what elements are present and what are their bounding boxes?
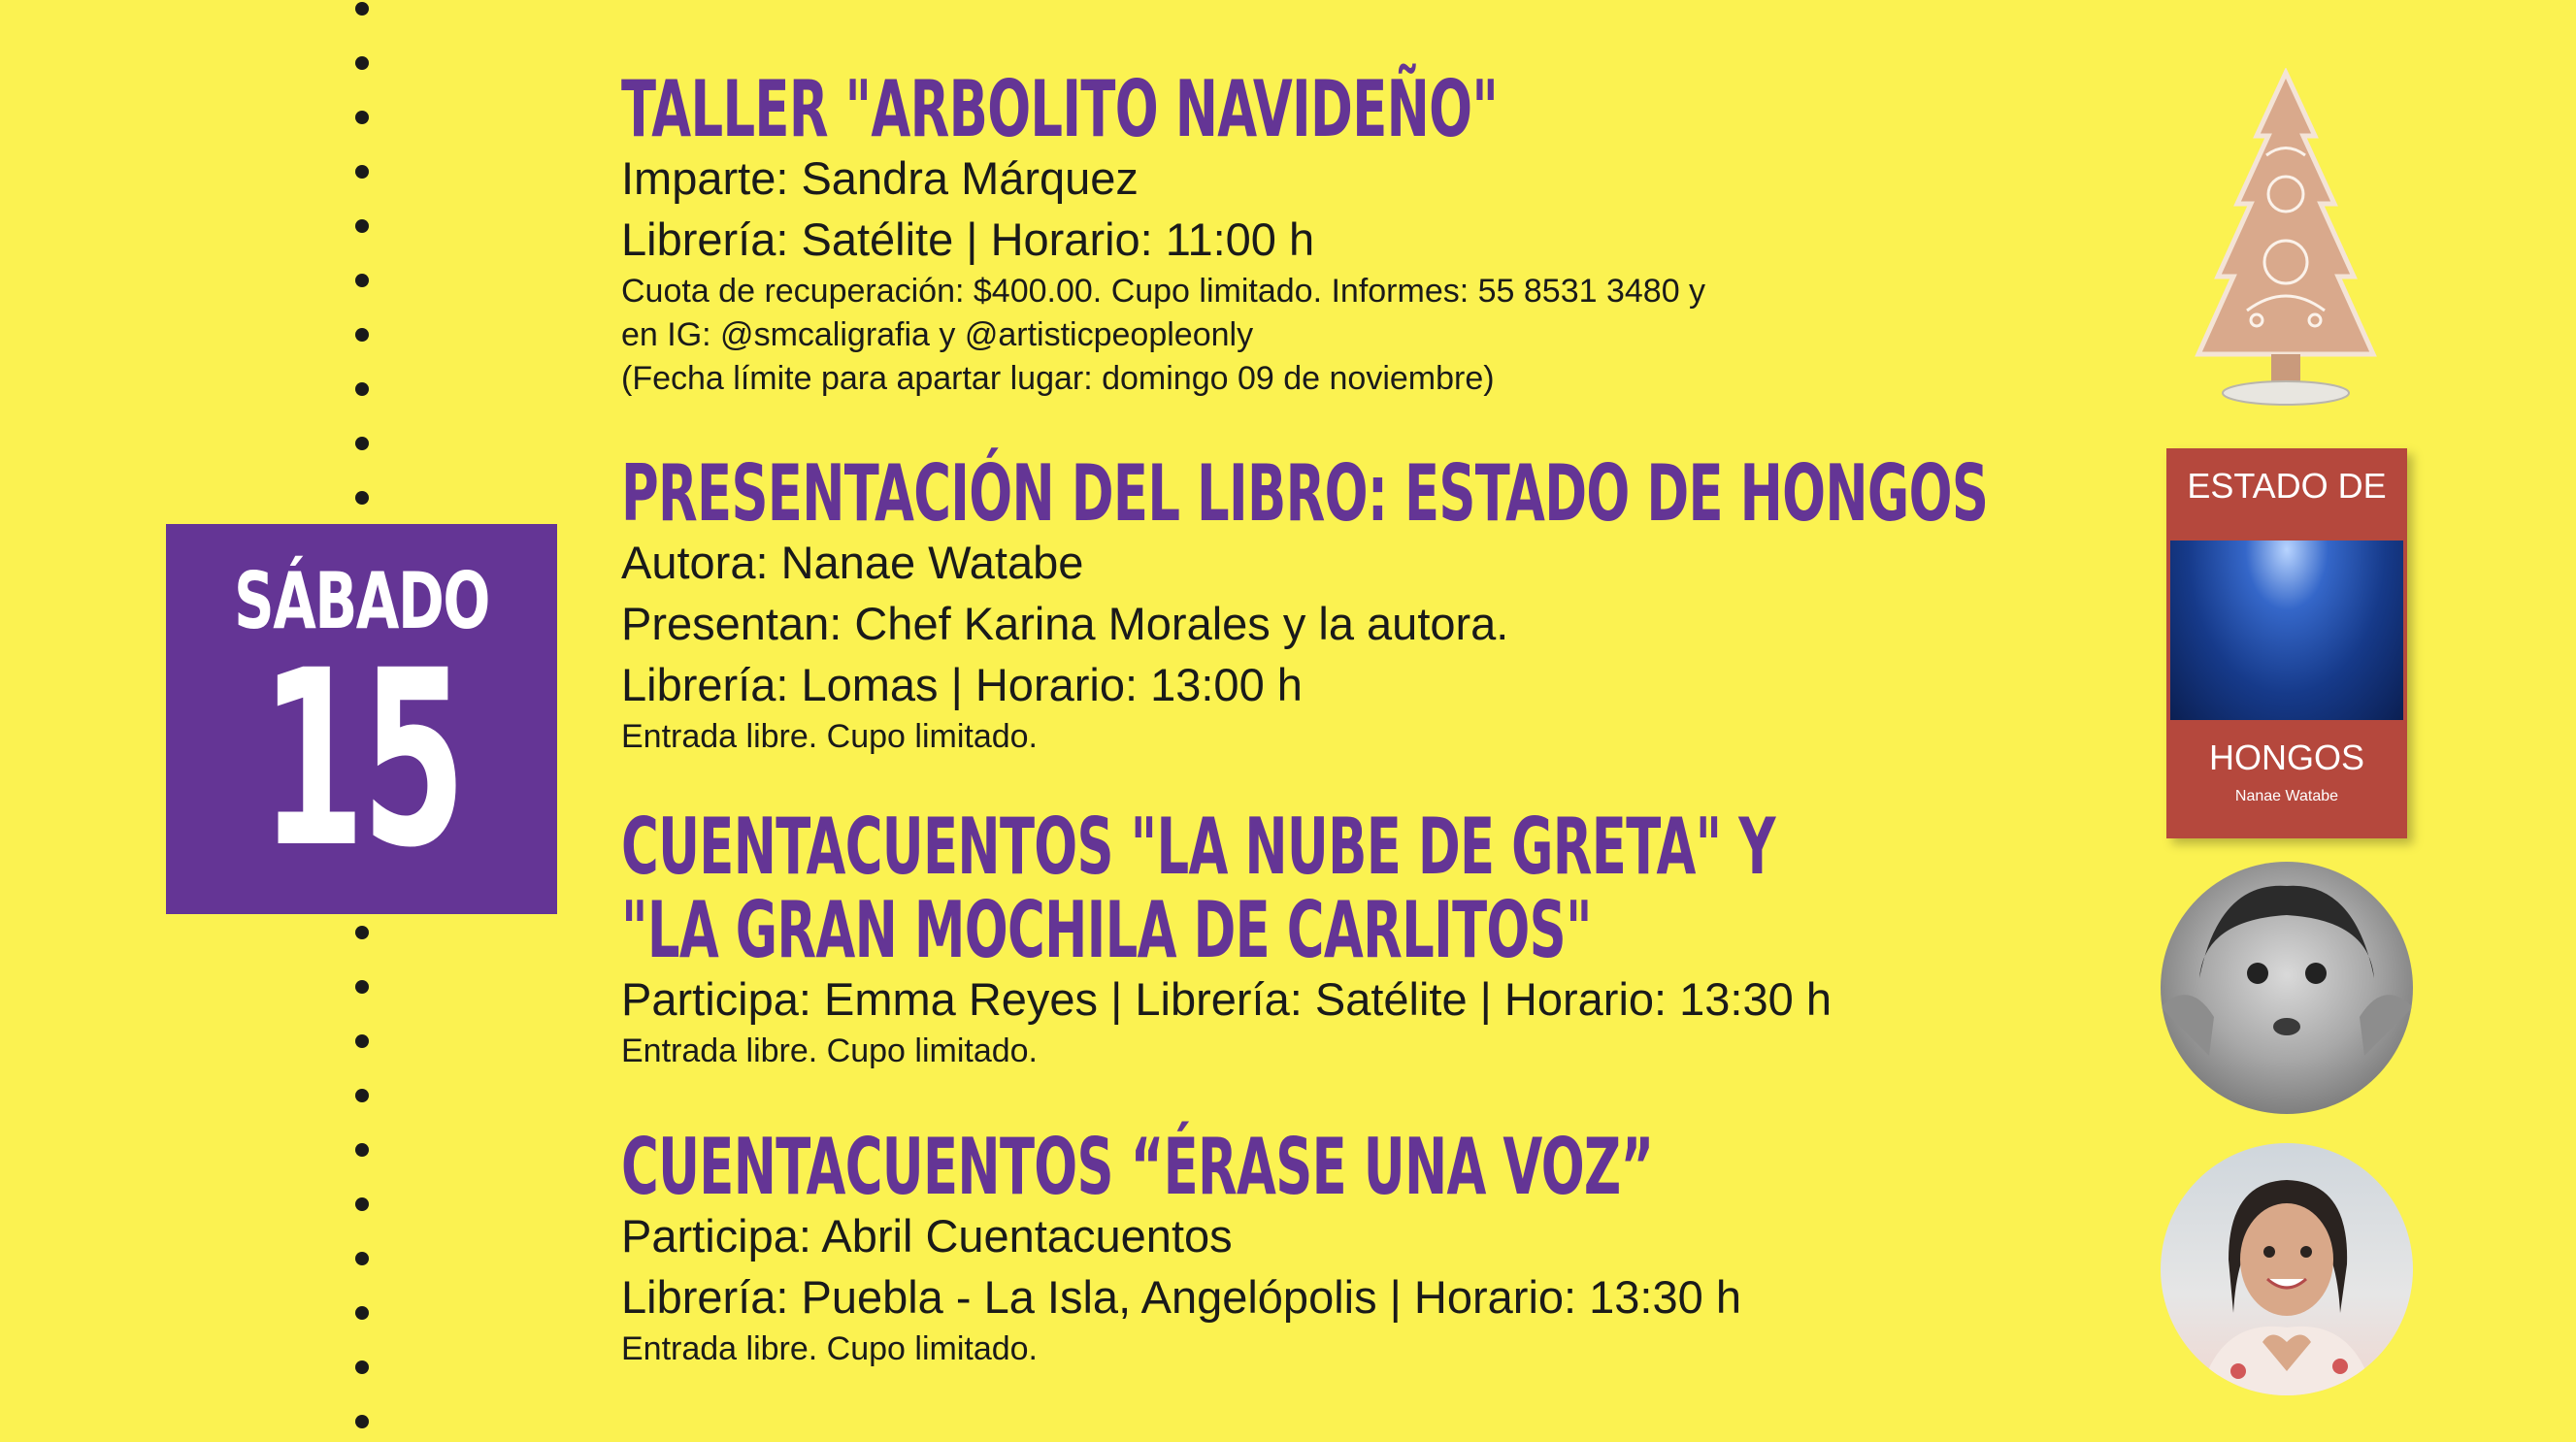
event-taller-arbolito xyxy=(621,64,1950,401)
timeline-dot xyxy=(355,1360,369,1374)
event-cuentacuentos-greta xyxy=(621,802,2369,1073)
date-number: 15 xyxy=(260,618,463,901)
timeline-dot xyxy=(355,56,369,70)
face-avatar-icon xyxy=(2161,1143,2413,1395)
timeline-dot xyxy=(355,1089,369,1102)
timeline-dot xyxy=(355,980,369,994)
event-participant-venue-time: Participa: Emma Reyes | Librería: Satélite | Horario: 13:30 h xyxy=(621,973,1832,1025)
timeline-dot xyxy=(355,165,369,179)
face-avatar-icon xyxy=(2161,862,2413,1114)
book-title-top: ESTADO DE xyxy=(2187,466,2387,506)
book-cover-estado-de-hongos xyxy=(2166,448,2407,838)
event-cuentacuentos-erase xyxy=(621,1122,2186,1371)
timeline-dot xyxy=(355,437,369,450)
event-title-line: CUENTACUENTOS "LA NUBE DE GRETA" Y xyxy=(621,802,1775,892)
event-title: CUENTACUENTOS “ÉRASE UNA VOZ” xyxy=(621,1122,1654,1212)
timeline-dot xyxy=(355,274,369,287)
timeline-dot xyxy=(355,219,369,233)
timeline-dot xyxy=(355,1252,369,1265)
timeline-dot xyxy=(355,2,369,16)
event-note: (Fecha límite para apartar lugar: domingo 09 de noviembre) xyxy=(621,360,1495,397)
event-author: Autora: Nanae Watabe xyxy=(621,537,1084,588)
event-title-line: "LA GRAN MOCHILA DE CARLITOS" xyxy=(621,885,1592,975)
event-title: PRESENTACIÓN DEL LIBRO: ESTADO DE HONGOS xyxy=(621,448,1989,539)
event-participant: Participa: Abril Cuentacuentos xyxy=(621,1210,1233,1262)
event-presenters: Presentan: Chef Karina Morales y la autora. xyxy=(621,598,1509,649)
event-note: Entrada libre. Cupo limitado. xyxy=(621,1032,1039,1069)
christmas-tree-image xyxy=(2189,68,2383,412)
date-box xyxy=(166,524,557,914)
event-venue-time: Librería: Satélite | Horario: 11:00 h xyxy=(621,213,1315,265)
timeline-dot xyxy=(355,1034,369,1048)
timeline-dot xyxy=(355,926,369,939)
event-note: Cuota de recuperación: $400.00. Cupo limitado. Informes: 55 8531 3480 y xyxy=(621,273,1706,310)
timeline-dot xyxy=(355,491,369,505)
timeline-dot xyxy=(355,382,369,396)
participant-photo-emma-reyes xyxy=(2161,862,2413,1114)
timeline-dot xyxy=(355,328,369,342)
event-venue-time: Librería: Puebla - La Isla, Angelópolis | Horario: 13:30 h xyxy=(621,1271,1741,1323)
event-venue-time: Librería: Lomas | Horario: 13:00 h xyxy=(621,659,1303,710)
book-title-bottom: HONGOS xyxy=(2208,737,2364,777)
participant-photo-abril xyxy=(2161,1143,2413,1395)
timeline-dot xyxy=(355,111,369,124)
book-mushroom-image xyxy=(2170,541,2403,720)
timeline-dot xyxy=(355,1306,369,1320)
timeline-dot xyxy=(355,1143,369,1157)
event-note: Entrada libre. Cupo limitado. xyxy=(621,1330,1039,1367)
book-author: Nanae Watabe xyxy=(2234,788,2339,804)
timeline-dot xyxy=(355,1415,369,1428)
timeline-dot xyxy=(355,1197,369,1211)
event-host: Imparte: Sandra Márquez xyxy=(621,152,1139,204)
event-note: Entrada libre. Cupo limitado. xyxy=(621,718,1039,755)
date-day: SÁBADO xyxy=(234,556,489,646)
event-note: en IG: @smcaligrafia y @artisticpeopleonly xyxy=(621,316,1254,353)
event-title: TALLER "ARBOLITO NAVIDEÑO" xyxy=(621,64,1499,154)
